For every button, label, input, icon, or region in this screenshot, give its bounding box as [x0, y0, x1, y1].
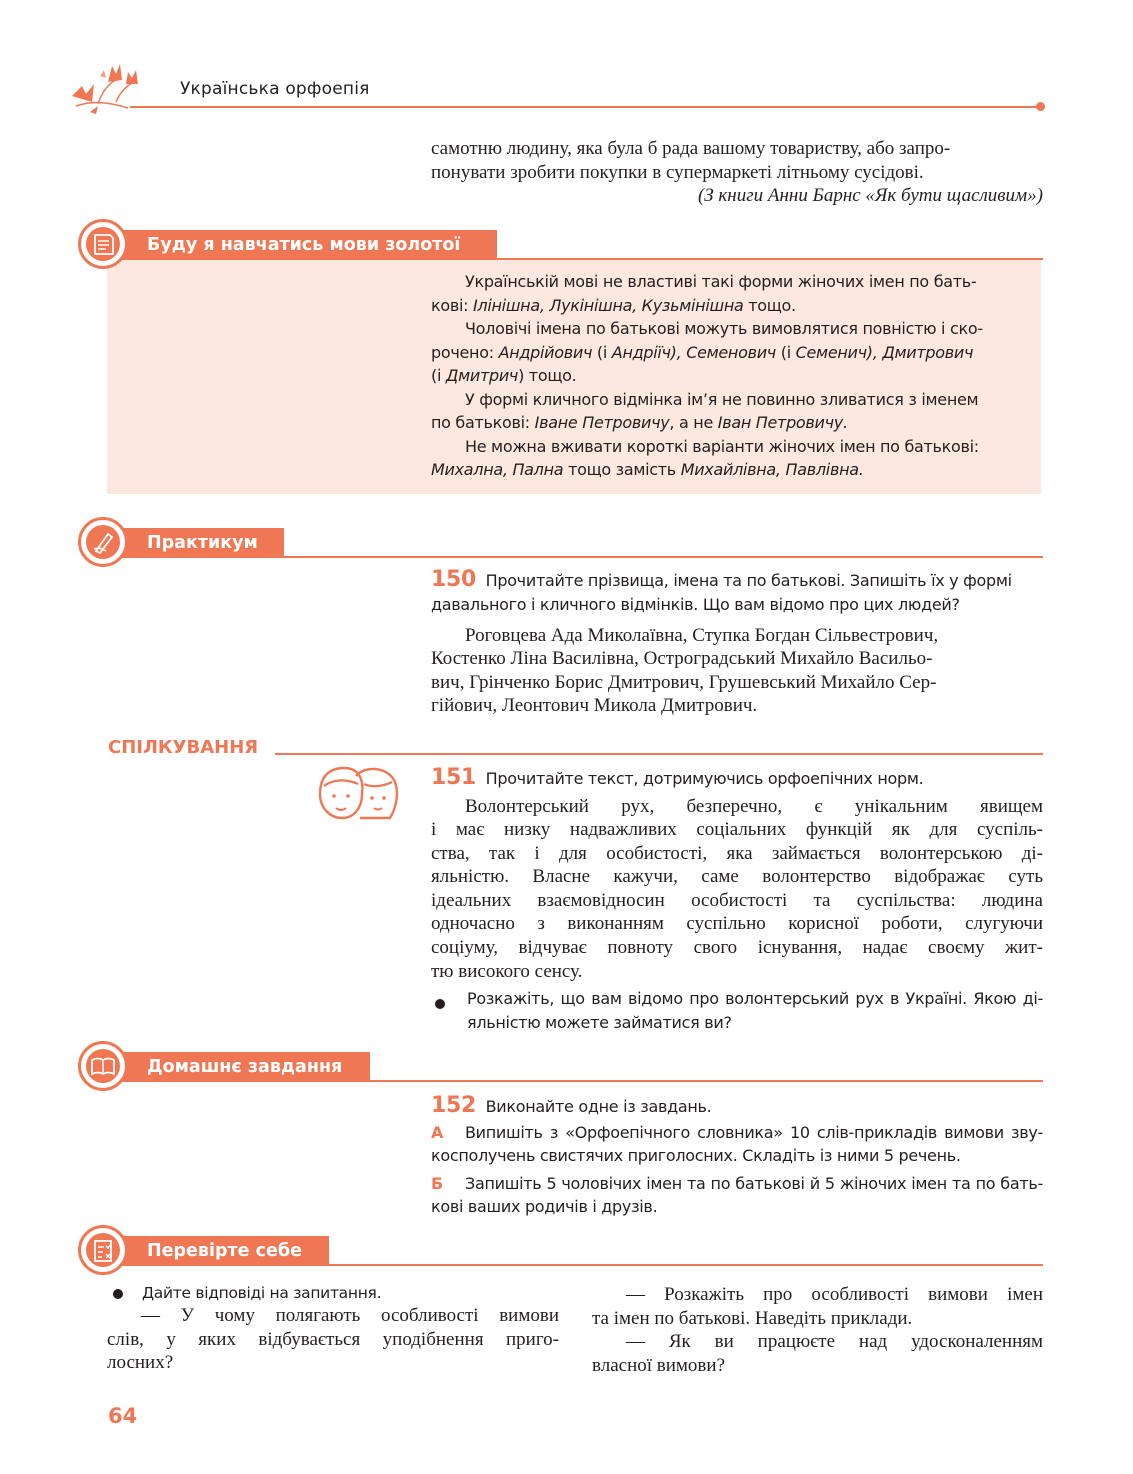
intro-line: понувати зробити покупки в супермаркеті літньому сусідові.	[431, 161, 924, 183]
example-span: Андрійович	[498, 342, 593, 362]
task-text: Виконайте одне із завдань.	[485, 1097, 712, 1116]
rule-paragraph: Не можна вживати короткі варіанти жіночих імен по батькові:	[465, 436, 979, 456]
discussion-question	[467, 987, 1043, 1034]
option-letter: А	[431, 1122, 444, 1142]
check-lead: Дайте відповіді на запитання.	[142, 1284, 382, 1302]
check-right-column	[592, 1283, 1043, 1377]
text-line: Волонтерський рух, безперечно, є унікальним явищем	[465, 795, 1043, 817]
text-span: по батькові:	[431, 413, 535, 432]
two-faces-icon	[314, 764, 400, 822]
section-label-practicum: Практикум	[107, 528, 284, 558]
question-line: яльністю можете займатися ви?	[467, 1012, 732, 1032]
text-line: ства, так і для особистості, яка займається волонтерською ді-	[431, 842, 1043, 864]
text-line: одночасно з виконанням суспільно корисної роботи, слугуючи	[431, 913, 1043, 935]
text-span: тощо замість	[563, 460, 681, 479]
option-b	[431, 1172, 1043, 1219]
text-span: (і	[431, 366, 446, 385]
text-span: (і	[775, 342, 796, 362]
text-span: рочено:	[431, 342, 499, 362]
option-a	[431, 1121, 1043, 1168]
section-rule	[329, 1264, 1043, 1266]
exercise-number: 151	[431, 765, 477, 790]
section-rule	[370, 1080, 1043, 1082]
intro-source: (З книги Анни Барнс «Як бути щасливим»)	[697, 185, 1043, 206]
rule-paragraph	[431, 341, 1015, 365]
example-span: Іване Петровичу	[534, 413, 670, 432]
example-span: Михална, Пална	[431, 460, 564, 479]
section-title-communication: СПІЛКУВАННЯ	[108, 737, 259, 758]
text-line: ідеальних взаємовідносин особистості та суспільства: людина	[431, 889, 1043, 911]
rule-paragraph	[431, 411, 1015, 435]
header-rule	[130, 106, 1040, 108]
section-rule	[275, 753, 1043, 755]
example-span: Дмитрович	[882, 342, 974, 362]
rule-paragraph: У формі кличного відмінка ім’я не повинно зливатися з іменем	[465, 389, 979, 409]
question-line: лосних?	[107, 1352, 174, 1373]
intro-text	[431, 137, 1043, 208]
text-line: Роговцева Ада Миколаївна, Ступка Богдан Сільвестрович,	[465, 624, 939, 646]
bullet-icon	[435, 999, 445, 1009]
exercise-150	[431, 568, 1043, 718]
text-line: вич, Грінченко Борис Дмитрович, Грушевський Михайло Сер-	[431, 671, 937, 693]
rule-box-text	[431, 270, 1015, 482]
option-line: Випишіть з «Орфоепічного словника» 10 слів-прикладів вимови зву-	[465, 1122, 1043, 1142]
example-span: Ілінішна, Лукінішна, Кузьмінішна	[473, 295, 744, 315]
text-line: Костенко Ліна Василівна, Остроградський Михайло Васильо-	[431, 648, 933, 669]
checklist-icon	[78, 1225, 128, 1275]
text-line: яльністю. Власне кажучи, саме волонтерство відображає суть	[431, 866, 1043, 888]
task-text: Прочитайте прізвища, імена та по батькові. Запишіть їх у формі	[485, 571, 1012, 590]
example-span: Андріїч),	[611, 342, 682, 362]
text-line: соціуму, відчуває повноту свого існування, надає своєму жит-	[431, 937, 1043, 959]
section-rule	[284, 556, 1043, 558]
rule-paragraph	[431, 294, 1015, 318]
exercise-number: 150	[431, 567, 477, 592]
page-number: 64	[108, 1404, 138, 1428]
rule-paragraph: Українській мові не властиві такі форми жіночих імен по бать-	[465, 272, 977, 291]
header-rule-dot	[1036, 102, 1045, 111]
intro-line: самотню людину, яка була б рада вашому товариству, або запро-	[431, 138, 951, 159]
check-question	[107, 1304, 559, 1375]
question-line: слів, у яких відбувається уподібнення приго-	[107, 1328, 559, 1350]
exercise-151	[431, 766, 1043, 1034]
text-span: (і	[592, 342, 612, 362]
text-span: тощо.	[743, 295, 796, 315]
exercise-152	[431, 1094, 1043, 1219]
exercise-task	[431, 568, 1043, 593]
question-line: — Розкажіть про особливості вимови імен	[626, 1284, 1043, 1305]
exercise-text	[431, 624, 1043, 718]
option-line: косполучень свистячих приголосних. Складіть із ними 5 речень.	[431, 1146, 961, 1165]
question-line: — У чому полягають особливості вимови	[141, 1305, 559, 1326]
question-line: та імен по батькові. Наведіть приклади.	[592, 1307, 913, 1329]
section-label-rule: Буду я навчатись мови золотої	[107, 230, 497, 260]
exercise-task	[431, 1094, 1043, 1119]
option-line: Запишіть 5 чоловічих імен та по батькові й 5 жіночих імен та по бать-	[465, 1173, 1043, 1193]
question-line: Розкажіть, що вам відомо про волонтерський рух в Україні. Якою ді-	[467, 989, 1043, 1009]
text-span: ) тощо.	[518, 366, 577, 385]
text-line: гійович, Леонтович Микола Дмитрович.	[431, 695, 758, 716]
exercise-task	[431, 766, 1043, 791]
section-label-homework: Домашнє завдання	[107, 1052, 370, 1082]
text-span: кові:	[431, 295, 474, 315]
example-span: Семенич),	[795, 342, 878, 362]
rule-paragraph	[431, 458, 1015, 482]
text-span: , а не	[669, 413, 718, 432]
running-title: Українська орфоепія	[180, 79, 370, 99]
example-span: Дмитрич	[445, 366, 519, 385]
rule-paragraph: Чоловічі імена по батькові можуть вимовлятися повністю і ско-	[465, 319, 983, 338]
example-span: Іван Петровичу.	[717, 413, 848, 432]
exercise-task: давального і кличного відмінків. Що вам відомо про цих людей?	[431, 595, 960, 614]
question-line: — Як ви працюєте над удосконаленням	[626, 1331, 1043, 1352]
text-line: і має низку надважливих соціальних функцій як для суспіль-	[431, 819, 1043, 841]
section-rule	[497, 258, 1043, 260]
text-line: тю високого сенсу.	[431, 960, 583, 982]
book-page-icon	[78, 219, 128, 269]
example-span: Михайлівна, Павлівна.	[680, 460, 864, 479]
exercise-number: 152	[431, 1093, 477, 1118]
example-span: Семенович	[686, 342, 776, 362]
pencil-hand-icon	[78, 517, 128, 567]
check-left-column	[107, 1283, 559, 1375]
exercise-text	[431, 795, 1043, 984]
question-line: власної вимови?	[592, 1354, 725, 1376]
section-label-check: Перевірте себе	[107, 1236, 329, 1266]
rule-paragraph	[431, 364, 1015, 388]
task-text: Прочитайте текст, дотримуючись орфоепічних норм.	[485, 769, 924, 788]
open-book-icon	[78, 1041, 128, 1091]
option-letter: Б	[431, 1173, 443, 1193]
option-line: кові ваших родичів і друзів.	[431, 1197, 658, 1216]
